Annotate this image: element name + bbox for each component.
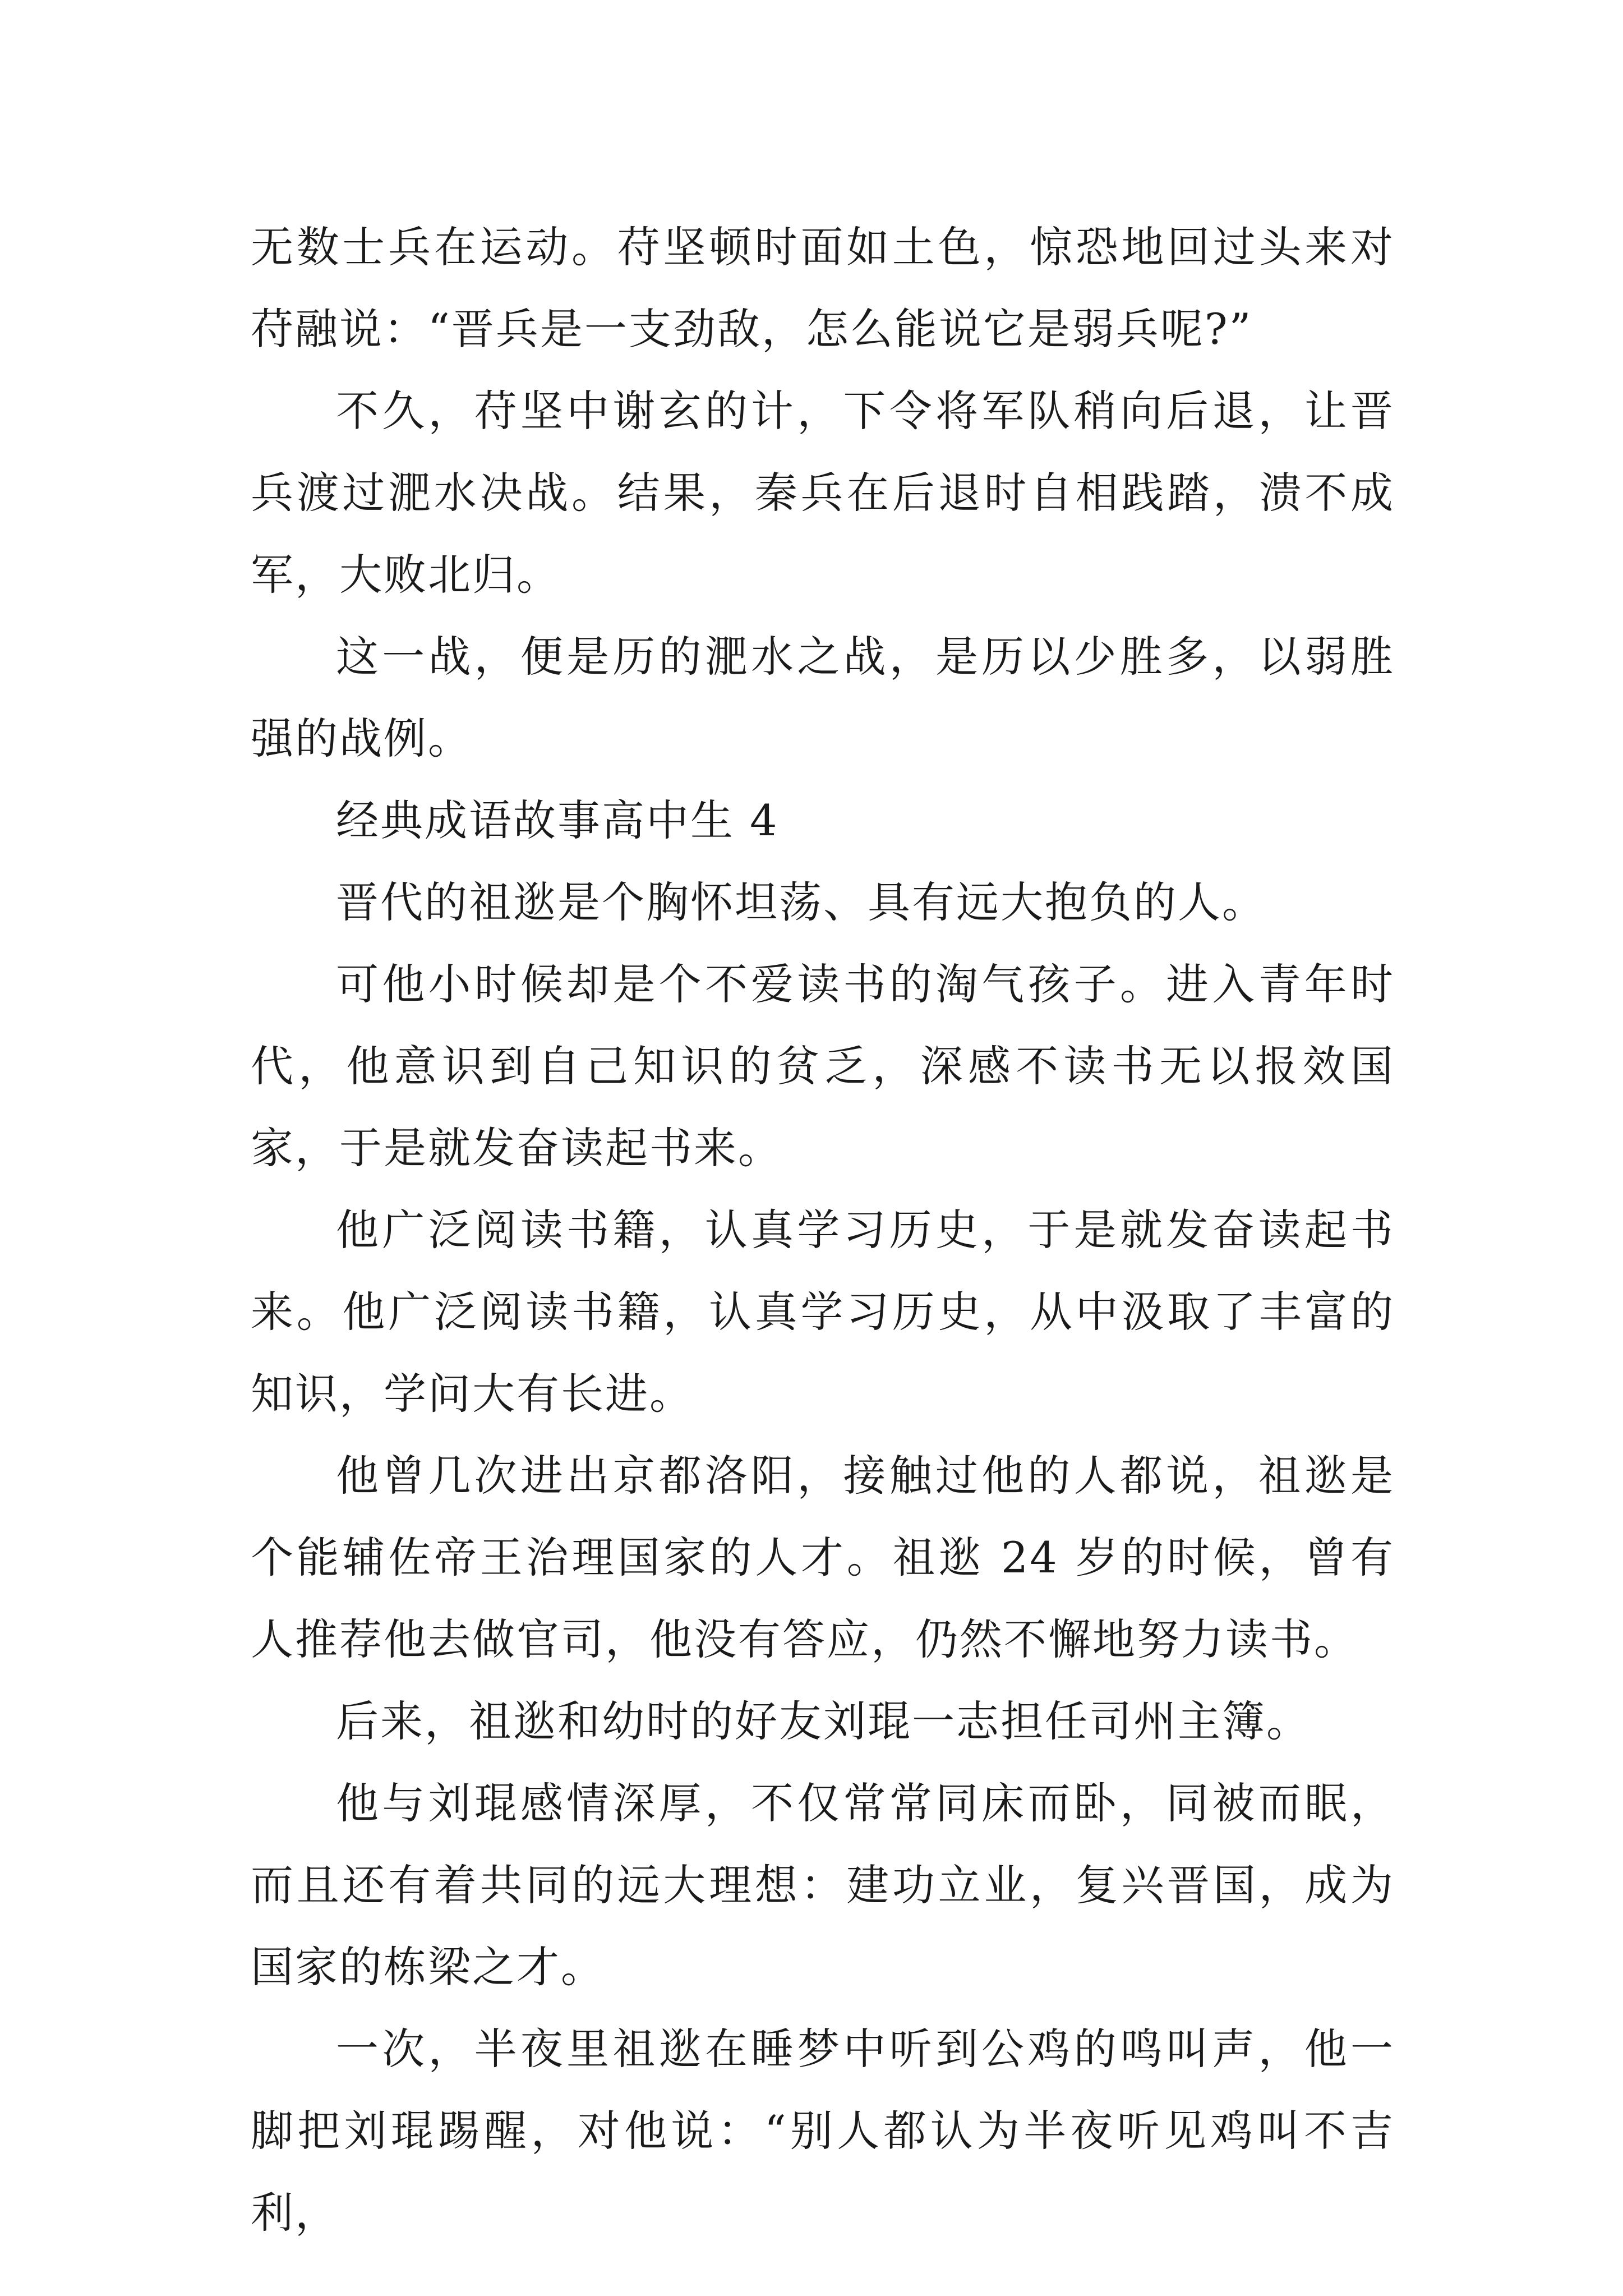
paragraph-2: 不久，苻坚中谢玄的计，下令将军队稍向后退，让晋兵渡过淝水决战。结果，秦兵在后退时自相践踏，溃不成军，大败北归。 <box>251 386 1395 600</box>
paragraph-6: 可他小时候却是个不爱读书的淘气孩子。进入青年时代，他意识到自己知识的贫乏，深感不读书无以报效国家，于是就发奋读起书来。 <box>251 959 1395 1173</box>
paragraph-3: 这一战，便是历的淝水之战，是历以少胜多，以弱胜强的战例。 <box>251 632 1395 763</box>
paragraph-11: 一次，半夜里祖逖在睡梦中听到公鸡的鸣叫声，他一脚把刘琨踢醒，对他说：“别人都认为半夜听见鸡叫不吉利， <box>251 2024 1395 2238</box>
section-heading: 经典成语故事高中生 4 <box>336 795 779 845</box>
paragraph-1: 无数士兵在运动。苻坚顿时面如土色，惊恐地回过头来对苻融说：“晋兵是一支劲敌，怎么能说它是弱兵呢?” <box>251 222 1395 354</box>
body-text <box>251 206 1395 2254</box>
paragraph-10: 他与刘琨感情深厚，不仅常常同床而卧，同被而眠，而且还有着共同的远大理想：建功立业，复兴晋国，成为国家的栋梁之才。 <box>251 1778 1395 1992</box>
paragraph-5: 晋代的祖逖是个胸怀坦荡、具有远大抱负的人。 <box>336 877 1266 927</box>
paragraph-9: 后来，祖逖和幼时的好友刘琨一志担任司州主簿。 <box>336 1696 1311 1746</box>
paragraph-8: 他曾几次进出京都洛阳，接触过他的人都说，祖逖是个能辅佐帝王治理国家的人才。祖逖 24 岁的时候，曾有人推荐他去做官司，他没有答应，仍然不懈地努力读书。 <box>251 1451 1395 1664</box>
paragraph-7: 他广泛阅读书籍，认真学习历史，于是就发奋读起书来。他广泛阅读书籍，认真学习历史，从中汲取了丰富的知识，学问大有长进。 <box>251 1205 1395 1419</box>
